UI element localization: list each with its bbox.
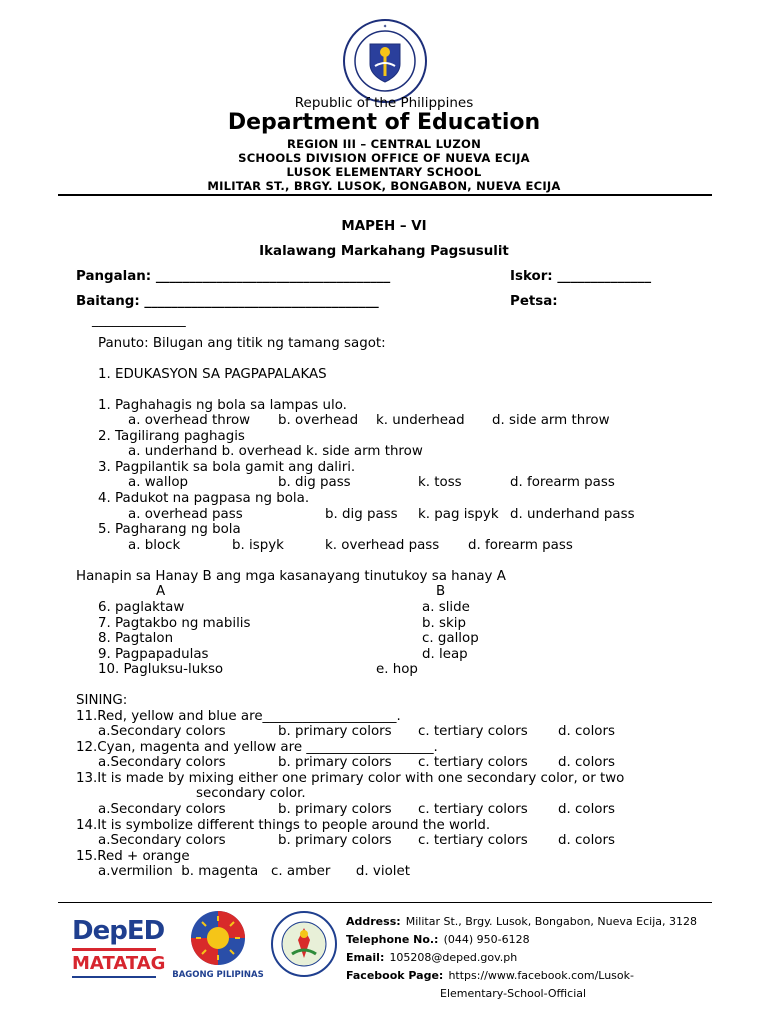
section-pe: 1. EDUKASYON SA PAGPAPALAKAS [98, 367, 327, 382]
q14-option-d: d. colors [558, 833, 615, 848]
q5-option-b: b. ispyk [232, 538, 284, 553]
q15-options: a.vermilion b. magenta c. amber d. violet [98, 864, 410, 879]
question-11: 11.Red, yellow and blue are____________________. [76, 709, 401, 724]
match-choice-a: a. slide [422, 600, 470, 615]
deped-wordmark: DepED [72, 916, 165, 946]
q4-option-b: b. dig pass [325, 507, 398, 522]
school-seal [270, 910, 338, 978]
facebook-link-cont[interactable]: Elementary-School-Official [440, 987, 587, 1000]
petsa-line: ______________ [92, 313, 186, 328]
question-2: 2. Tagilirang paghagis [98, 429, 245, 444]
q3-option-k: k. toss [418, 475, 462, 490]
email-value[interactable]: 105208@deped.gov.ph [389, 951, 518, 964]
q5-option-a: a. block [128, 538, 181, 553]
q4-option-a: a. overhead pass [128, 507, 243, 522]
q3-option-d: d. forearm pass [510, 475, 615, 490]
matatag-wordmark: MATATAG [72, 953, 166, 974]
match-choice-b: b. skip [422, 616, 466, 631]
q13-option-b: b. primary colors [278, 802, 392, 817]
match-choice-c: c. gallop [422, 631, 479, 646]
match-choice-e: e. hop [376, 662, 418, 677]
petsa-field: Petsa: [510, 294, 558, 309]
column-a-header: A [156, 584, 166, 599]
q12-option-c: c. tertiary colors [418, 755, 528, 770]
match-item-7: 7. Pagtakbo ng mabilis [98, 616, 251, 631]
q1-option-k: k. underhead [376, 413, 465, 428]
q12-option-a: a.Secondary colors [98, 755, 226, 770]
deped-seal [342, 18, 428, 104]
q3-option-a: a. wallop [128, 475, 189, 490]
footer-divider [58, 902, 712, 903]
question-1: 1. Paghahagis ng bola sa lampas ulo. [98, 398, 347, 413]
q5-option-k: k. overhead pass [325, 538, 440, 553]
match-item-10: 10. Pagluksu-lukso [98, 662, 224, 677]
match-item-6: 6. paglaktaw [98, 600, 185, 615]
q5-option-d: d. forearm pass [468, 538, 573, 553]
question-4: 4. Padukot na pagpasa ng bola. [98, 491, 310, 506]
question-13: 13.It is made by mixing either one primary color with one secondary color, or two [76, 771, 625, 786]
match-choice-d: d. leap [422, 647, 468, 662]
q12-option-b: b. primary colors [278, 755, 392, 770]
region-line: REGION III – CENTRAL LUZON [286, 137, 481, 151]
deped-red-bar [72, 948, 156, 951]
question-5: 5. Pagharang ng bola [98, 522, 241, 537]
q1-option-d: d. side arm throw [492, 413, 610, 428]
q11-option-d: d. colors [558, 724, 615, 739]
school-line: LUSOK ELEMENTARY SCHOOL [286, 165, 482, 179]
q11-option-a: a.Secondary colors [98, 724, 226, 739]
address-row [346, 912, 697, 930]
panuto: Panuto: Bilugan ang titik ng tamang sagot: [98, 336, 386, 351]
q1-option-b: b. overhead [278, 413, 359, 428]
q12-option-d: d. colors [558, 755, 615, 770]
address-label: Address: [346, 915, 401, 928]
match-item-9: 9. Pagpapadulas [98, 647, 209, 662]
sining-label: SINING: [76, 693, 128, 708]
email-row [346, 948, 697, 966]
facebook-row-cont [346, 984, 697, 1002]
q14-option-c: c. tertiary colors [418, 833, 528, 848]
division-line: SCHOOLS DIVISION OFFICE OF NUEVA ECIJA [238, 151, 530, 165]
q4-option-k: k. pag ispyk [418, 507, 499, 522]
republic-line: Republic of the Philippines [294, 95, 474, 111]
q2-options: a. underhand b. overhead k. side arm throw [128, 444, 423, 459]
q13-option-c: c. tertiary colors [418, 802, 528, 817]
bagong-pilipinas-logo [172, 908, 264, 984]
match-item-8: 8. Pagtalon [98, 631, 174, 646]
bagong-pilipinas-emblem [178, 908, 258, 968]
svg-text:✦: ✦ [382, 24, 388, 30]
q11-option-b: b. primary colors [278, 724, 392, 739]
matatag-underline [72, 976, 156, 978]
department-title: Department of Education [227, 110, 541, 135]
facebook-link[interactable]: https://www.facebook.com/Lusok- [448, 969, 634, 982]
q3-option-b: b. dig pass [278, 475, 351, 490]
facebook-row [346, 966, 697, 984]
iskor-field: Iskor: ______________ [510, 269, 652, 284]
q14-option-b: b. primary colors [278, 833, 392, 848]
footer-contact [346, 912, 697, 1002]
telephone-value: (044) 950-6128 [443, 933, 530, 946]
q13-option-d: d. colors [558, 802, 615, 817]
question-3: 3. Pagpilantik sa bola gamit ang daliri. [98, 460, 356, 475]
header-divider [58, 194, 712, 196]
question-15: 15.Red + orange [76, 849, 190, 864]
question-14: 14.It is symbolize different things to people around the world. [76, 818, 491, 833]
deped-matatag-logo [70, 910, 166, 986]
baitang-field: Baitang: ___________________________________ [76, 294, 379, 309]
q11-option-c: c. tertiary colors [418, 724, 528, 739]
question-12: 12.Cyan, magenta and yellow are ___________________. [76, 740, 438, 755]
address-line: MILITAR ST., BRGY. LUSOK, BONGABON, NUEVA ECIJA [207, 179, 561, 193]
subject-title: MAPEH – VI [341, 219, 427, 234]
facebook-label: Facebook Page: [346, 969, 444, 982]
exam-title: Ikalawang Markahang Pagsusulit [259, 244, 509, 259]
q14-option-a: a.Secondary colors [98, 833, 226, 848]
q13-option-a: a.Secondary colors [98, 802, 226, 817]
bagong-pilipinas-text: BAGONG PILIPINAS [172, 970, 264, 980]
matching-instruction: Hanapin sa Hanay B ang mga kasanayang tinutukoy sa hanay A [76, 569, 506, 584]
question-13-cont: secondary color. [196, 786, 306, 801]
address-value: Militar St., Brgy. Lusok, Bongabon, Nueva Ecija, 3128 [405, 915, 697, 928]
telephone-row [346, 930, 697, 948]
telephone-label: Telephone No.: [346, 933, 439, 946]
q4-option-d: d. underhand pass [510, 507, 635, 522]
q1-option-a: a. overhead throw [128, 413, 251, 428]
column-b-header: B [436, 584, 446, 599]
pangalan-field: Pangalan: ___________________________________ [76, 269, 391, 284]
email-label: Email: [346, 951, 385, 964]
